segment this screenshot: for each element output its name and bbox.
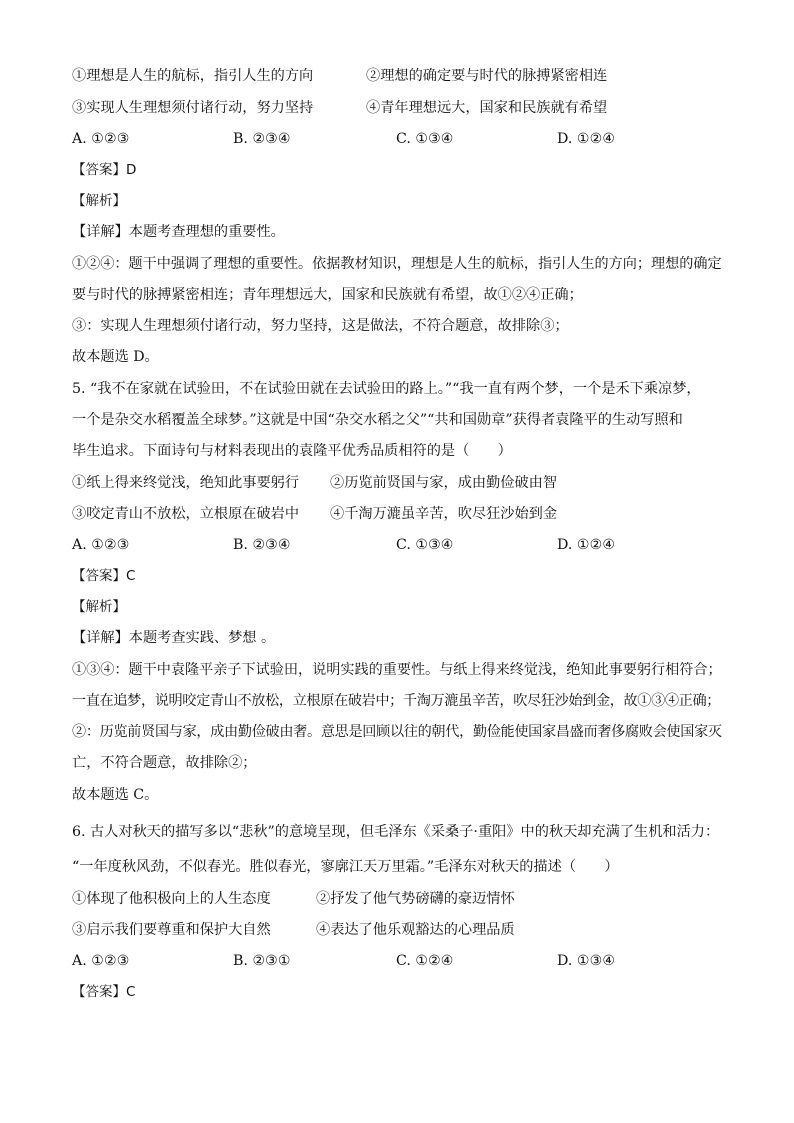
q5-analysis-label: 【解析】	[72, 599, 126, 615]
q6-choice-b: B. ②③①	[233, 953, 291, 969]
q5-option-2: ②历览前贤国与家，成由勤俭破由智	[330, 475, 558, 491]
q5-explanation-line: 一直在追梦，说明咬定青山不放松，立根原在破岩中；千淘万漉虽辛苦，吹尽狂沙始到金，故①③④正确；	[72, 693, 721, 709]
q6-choice-d: D. ①③④	[557, 953, 616, 969]
q4-analysis-label: 【解析】	[72, 193, 126, 209]
q5-stem-line: 5. “我不在家就在试验田，不在试验田就在去试验田的路上。”“我一直有两个梦，一个是禾下乘凉梦，	[72, 381, 701, 397]
q4-explanation-line: ③：实现人生理想须付诸行动，努力坚持，这是做法，不符合题意，故排除③；	[72, 318, 569, 334]
q6-choice-c: C. ①②④	[396, 953, 454, 969]
q4-choice-c: C. ①③④	[396, 131, 454, 147]
q4-option-1: ①理想是人生的航标，指引人生的方向	[72, 68, 314, 84]
q5-stem-line: 毕生追求。下面诗句与材料表现出的袁隆平优秀品质相符的是（ ）	[72, 443, 512, 459]
q5-choice-c: C. ①③④	[396, 537, 454, 553]
q4-option-2: ②理想的确定要与时代的脉搏紧密相连	[366, 68, 608, 84]
q5-explanation-line: ①③④：题干中袁隆平亲子下试验田，说明实践的重要性。与纸上得来终觉浅，绝知此事要躬行相符合；	[72, 662, 722, 678]
q6-option-2: ②抒发了他气势磅礴的豪迈情怀	[316, 891, 515, 907]
q4-explanation-line: 要与时代的脉搏紧密相连；青年理想远大，国家和民族就有希望，故①②④正确；	[72, 287, 583, 303]
q6-stem-line: “一年度秋风劲，不似春光。胜似春光，寥廓江天万里霜。”毛泽东对秋天的描述（ ）	[72, 859, 619, 875]
q4-option-3: ③实现人生理想须付诸行动，努力坚持	[72, 100, 314, 116]
q6-choice-a: A. ①②③	[72, 953, 130, 969]
q4-choice-b: B. ②③④	[233, 131, 291, 147]
q4-detail-heading: 【详解】本题考查理想的重要性。	[72, 224, 285, 240]
q4-option-4: ④青年理想远大，国家和民族就有希望	[366, 100, 608, 116]
q5-choice-b: B. ②③④	[233, 537, 291, 553]
q5-option-1: ①纸上得来终觉浅，绝知此事要躬行	[72, 475, 300, 491]
q4-explanation-line: ①②④：题干中强调了理想的重要性。依据教材知识，理想是人生的航标，指引人生的方向；理想的确定	[72, 256, 722, 272]
q5-choice-a: A. ①②③	[72, 537, 130, 553]
q5-option-3: ③咬定青山不放松，立根原在破岩中	[72, 506, 300, 522]
q6-option-1: ①体现了他积极向上的人生态度	[72, 891, 271, 907]
q5-option-4: ④千淘万漉虽辛苦，吹尽狂沙始到金	[330, 506, 558, 522]
q5-conclusion: 故本题选 C。	[72, 787, 159, 803]
q5-explanation-line: 亡，不符合题意，故排除②；	[72, 755, 257, 771]
q4-choice-d: D. ①②④	[557, 131, 616, 147]
q4-answer: 【答案】D	[72, 162, 137, 178]
q5-stem-line: 一个是杂交水稻覆盖全球梦。”这就是中国“杂交水稻之父”“共和国勋章”获得者袁隆平的生动写照和	[72, 412, 683, 428]
q6-option-4: ④表达了他乐观豁达的心理品质	[316, 922, 515, 938]
q6-stem-line: 6. 古人对秋天的描写多以“悲秋”的意境呈现，但毛泽东《采桑子·重阳》中的秋天却充满了生机和活力：	[72, 824, 720, 840]
q5-detail-heading: 【详解】本题考查实践、梦想 。	[72, 630, 276, 646]
q4-choice-a: A. ①②③	[72, 131, 130, 147]
q6-option-3: ③启示我们要尊重和保护大自然	[72, 922, 271, 938]
q5-answer: 【答案】C	[72, 568, 136, 584]
q5-choice-d: D. ①②④	[557, 537, 616, 553]
q6-answer: 【答案】C	[72, 984, 136, 1000]
q4-conclusion: 故本题选 D。	[72, 349, 159, 365]
q5-explanation-line: ②：历览前贤国与家，成由勤俭破由奢。意思是回顾以往的朝代，勤俭能使国家昌盛而奢侈腐败会使国家灭	[72, 724, 722, 740]
